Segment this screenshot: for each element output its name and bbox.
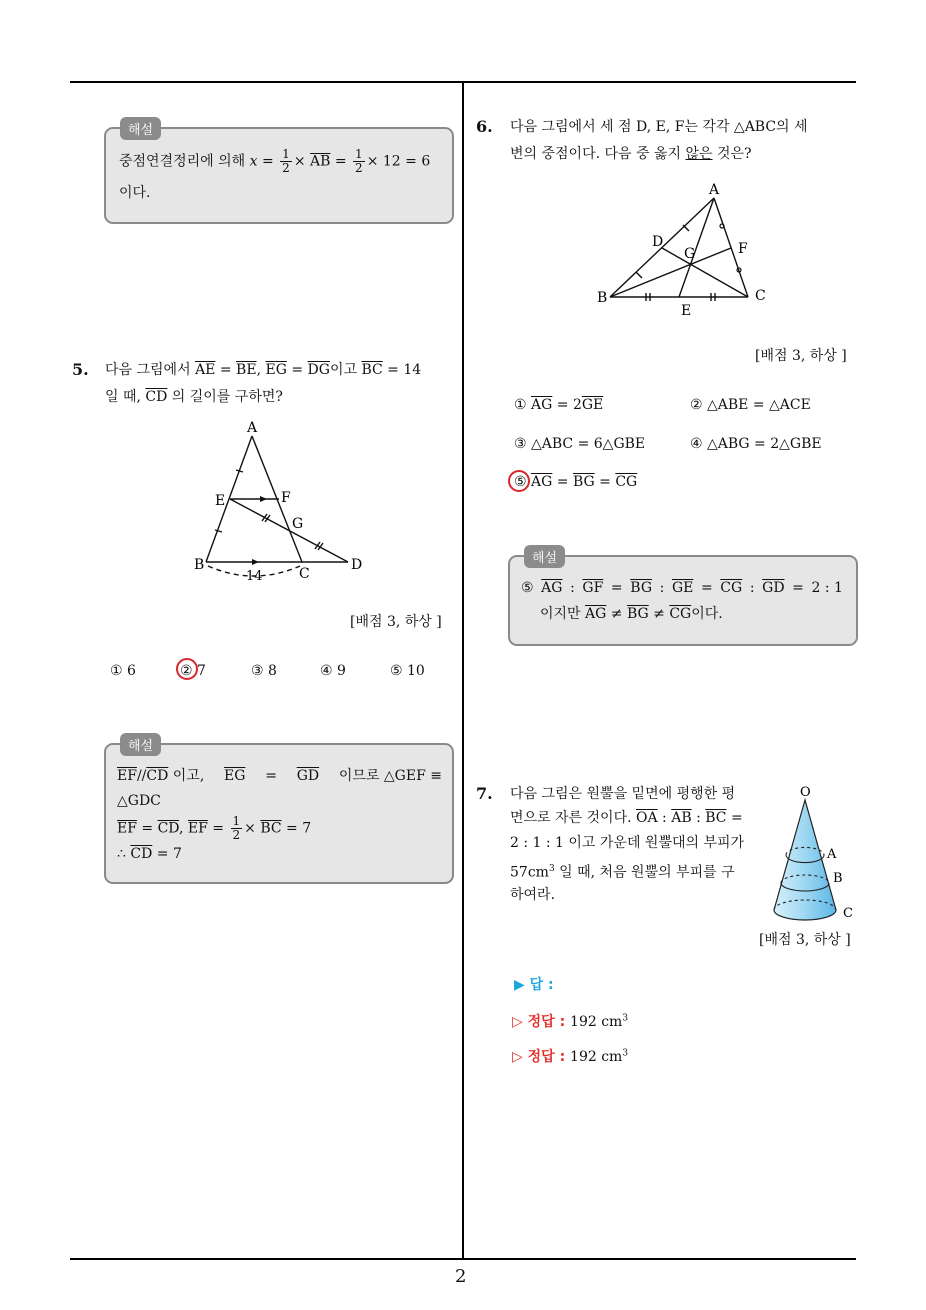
q5-choice-4[interactable]: ④ 9	[320, 663, 346, 679]
q5-label-F: F	[281, 490, 291, 506]
q5-choice-2[interactable]: ② 7	[180, 663, 206, 679]
q6-choice-5[interactable]: ⑤ $\overline{AG} = \overline{BG} = \overline{CG}$	[514, 474, 638, 490]
q7-label-A: A	[827, 847, 837, 862]
q5-choice-1[interactable]: ① 6	[110, 663, 136, 679]
q5-label-D: D	[351, 557, 363, 573]
q5-label-C: C	[299, 566, 310, 582]
solution-q6-line1: ⑤ $\overline{AG}$ : $\overline{GF}$ = $\overline{BG}$ : $\overline{GE}$ = $\overline{CG}$ : $\overline{GD}$ = 2 : 1	[521, 580, 843, 596]
answer-mark-circle	[508, 470, 530, 492]
fraction: $\frac{1}{2}$	[282, 147, 290, 175]
q6-choice-3[interactable]: ③ △ABC = 6△GBE	[514, 436, 646, 452]
question-5-text-line2: 일 때, $\overline{CD}$ 의 길이를 구하면?	[105, 389, 283, 405]
solution-q4-line1: 중점연결정리에 의해 x = $\frac{1}{2}$ × $\overline{AB}$ = $\frac{1}{2}$ × 12 = 6	[119, 147, 431, 175]
q6-choice-1[interactable]: ① $\overline{AG} = 2\overline{GE}$	[514, 397, 604, 413]
question-7-cone-figure	[762, 782, 862, 932]
q6-choice-2[interactable]: ② △ABE = △ACE	[690, 397, 811, 413]
solution-q5-line1: $\overline{EF}//\overline{CD}$ 이고, $\overline{EG}$ = $\overline{GD}$ 이므로 △GEF ≡	[117, 768, 442, 784]
question-7-text-line5: 하여라.	[510, 887, 556, 903]
q5-label-A: A	[247, 420, 258, 436]
question-6-text-line2: 변의 중점이다. 다음 중 옳지 않은 것은?	[510, 146, 752, 162]
answer-mark-circle	[176, 658, 198, 680]
q6-choice-4[interactable]: ④ △ABG = 2△GBE	[690, 436, 822, 452]
q5-choice-3[interactable]: ③ 8	[251, 663, 277, 679]
solution-box-q4	[104, 127, 454, 224]
q5-choice-5[interactable]: ⑤ 10	[390, 663, 425, 679]
solution-tag: 해설	[524, 545, 565, 568]
q5-label-G: G	[292, 516, 304, 532]
question-5-text-line1: 다음 그림에서 $\overline{AE} = \overline{BE}$, $\overline{EG} = \overline{DG}$이고 $\overline{BC} = 14$	[105, 362, 422, 378]
q6-label-F: F	[738, 241, 748, 257]
q6-label-E: E	[681, 303, 692, 319]
question-6-score: [배점 3, 하상 ]	[755, 348, 847, 364]
q7-label-O: O	[800, 785, 811, 800]
answer-input-label[interactable]: ▶ 답 :	[514, 977, 554, 993]
q5-label-length: 14	[246, 569, 263, 584]
solution-q5-line3: $\overline{EF} = \overline{CD}$, $\overline{EF}$ = $\frac{1}{2}$ × $\overline{BC} = 7$	[117, 814, 312, 842]
fraction: $\frac{1}{2}$	[355, 147, 363, 175]
q7-label-B: B	[833, 871, 843, 886]
solution-q6-line2: 이지만 $\overline{AG} \ne \overline{BG} \ne \overline{CG}$이다.	[540, 606, 723, 622]
solution-q5-line4: ∴ $\overline{CD} = 7$	[117, 846, 182, 862]
solution-q4-line2: 이다.	[119, 185, 151, 201]
question-7-text-line1: 다음 그림은 원뿔을 밑면에 평행한 평	[510, 786, 736, 802]
q6-label-D: D	[652, 234, 664, 250]
solution-tag: 해설	[120, 117, 161, 140]
question-6-figure	[592, 180, 782, 320]
solution-q5-line2: △GDC	[117, 793, 161, 809]
q5-label-B: B	[194, 557, 205, 573]
q6-label-G: G	[684, 246, 696, 262]
q7-label-C: C	[843, 906, 853, 921]
correct-answer-line-1: ▷ 정답 : 192 $cm^3$	[512, 1013, 629, 1030]
solution-tag: 해설	[120, 733, 161, 756]
question-5-score: [배점 3, 하상 ]	[350, 614, 442, 630]
fraction: $\frac{1}{2}$	[232, 814, 241, 842]
q5-label-E: E	[215, 493, 226, 509]
question-7-text-line3: 2 : 1 : 1 이고 가운데 원뿔대의 부피가	[510, 835, 745, 851]
question-5-number: 5.	[72, 360, 89, 379]
question-7-text-line2: 면으로 자른 것이다. $\overline{OA}$ : $\overline{AB}$ : $\overline{BC}$ =	[510, 810, 743, 826]
column-divider	[462, 83, 464, 1259]
question-5-figure	[190, 418, 370, 588]
question-6-number: 6.	[476, 117, 493, 136]
q6-label-B: B	[597, 290, 608, 306]
q6-label-C: C	[755, 288, 766, 304]
correct-answer-line-2: ▷ 정답 : 192 $cm^3$	[512, 1048, 629, 1065]
q6-label-A: A	[709, 182, 720, 198]
question-6-text-line1: 다음 그림에서 세 점 D, E, F는 각각 △ABC의 세	[510, 119, 808, 135]
question-7-score: [배점 3, 하상 ]	[759, 932, 851, 948]
page-number: 2	[455, 1266, 467, 1287]
bottom-rule	[70, 1258, 856, 1260]
question-7-number: 7.	[476, 784, 493, 803]
question-7-text-line4: $57cm^3$ 일 때, 처음 원뿔의 부피를 구	[510, 864, 735, 881]
